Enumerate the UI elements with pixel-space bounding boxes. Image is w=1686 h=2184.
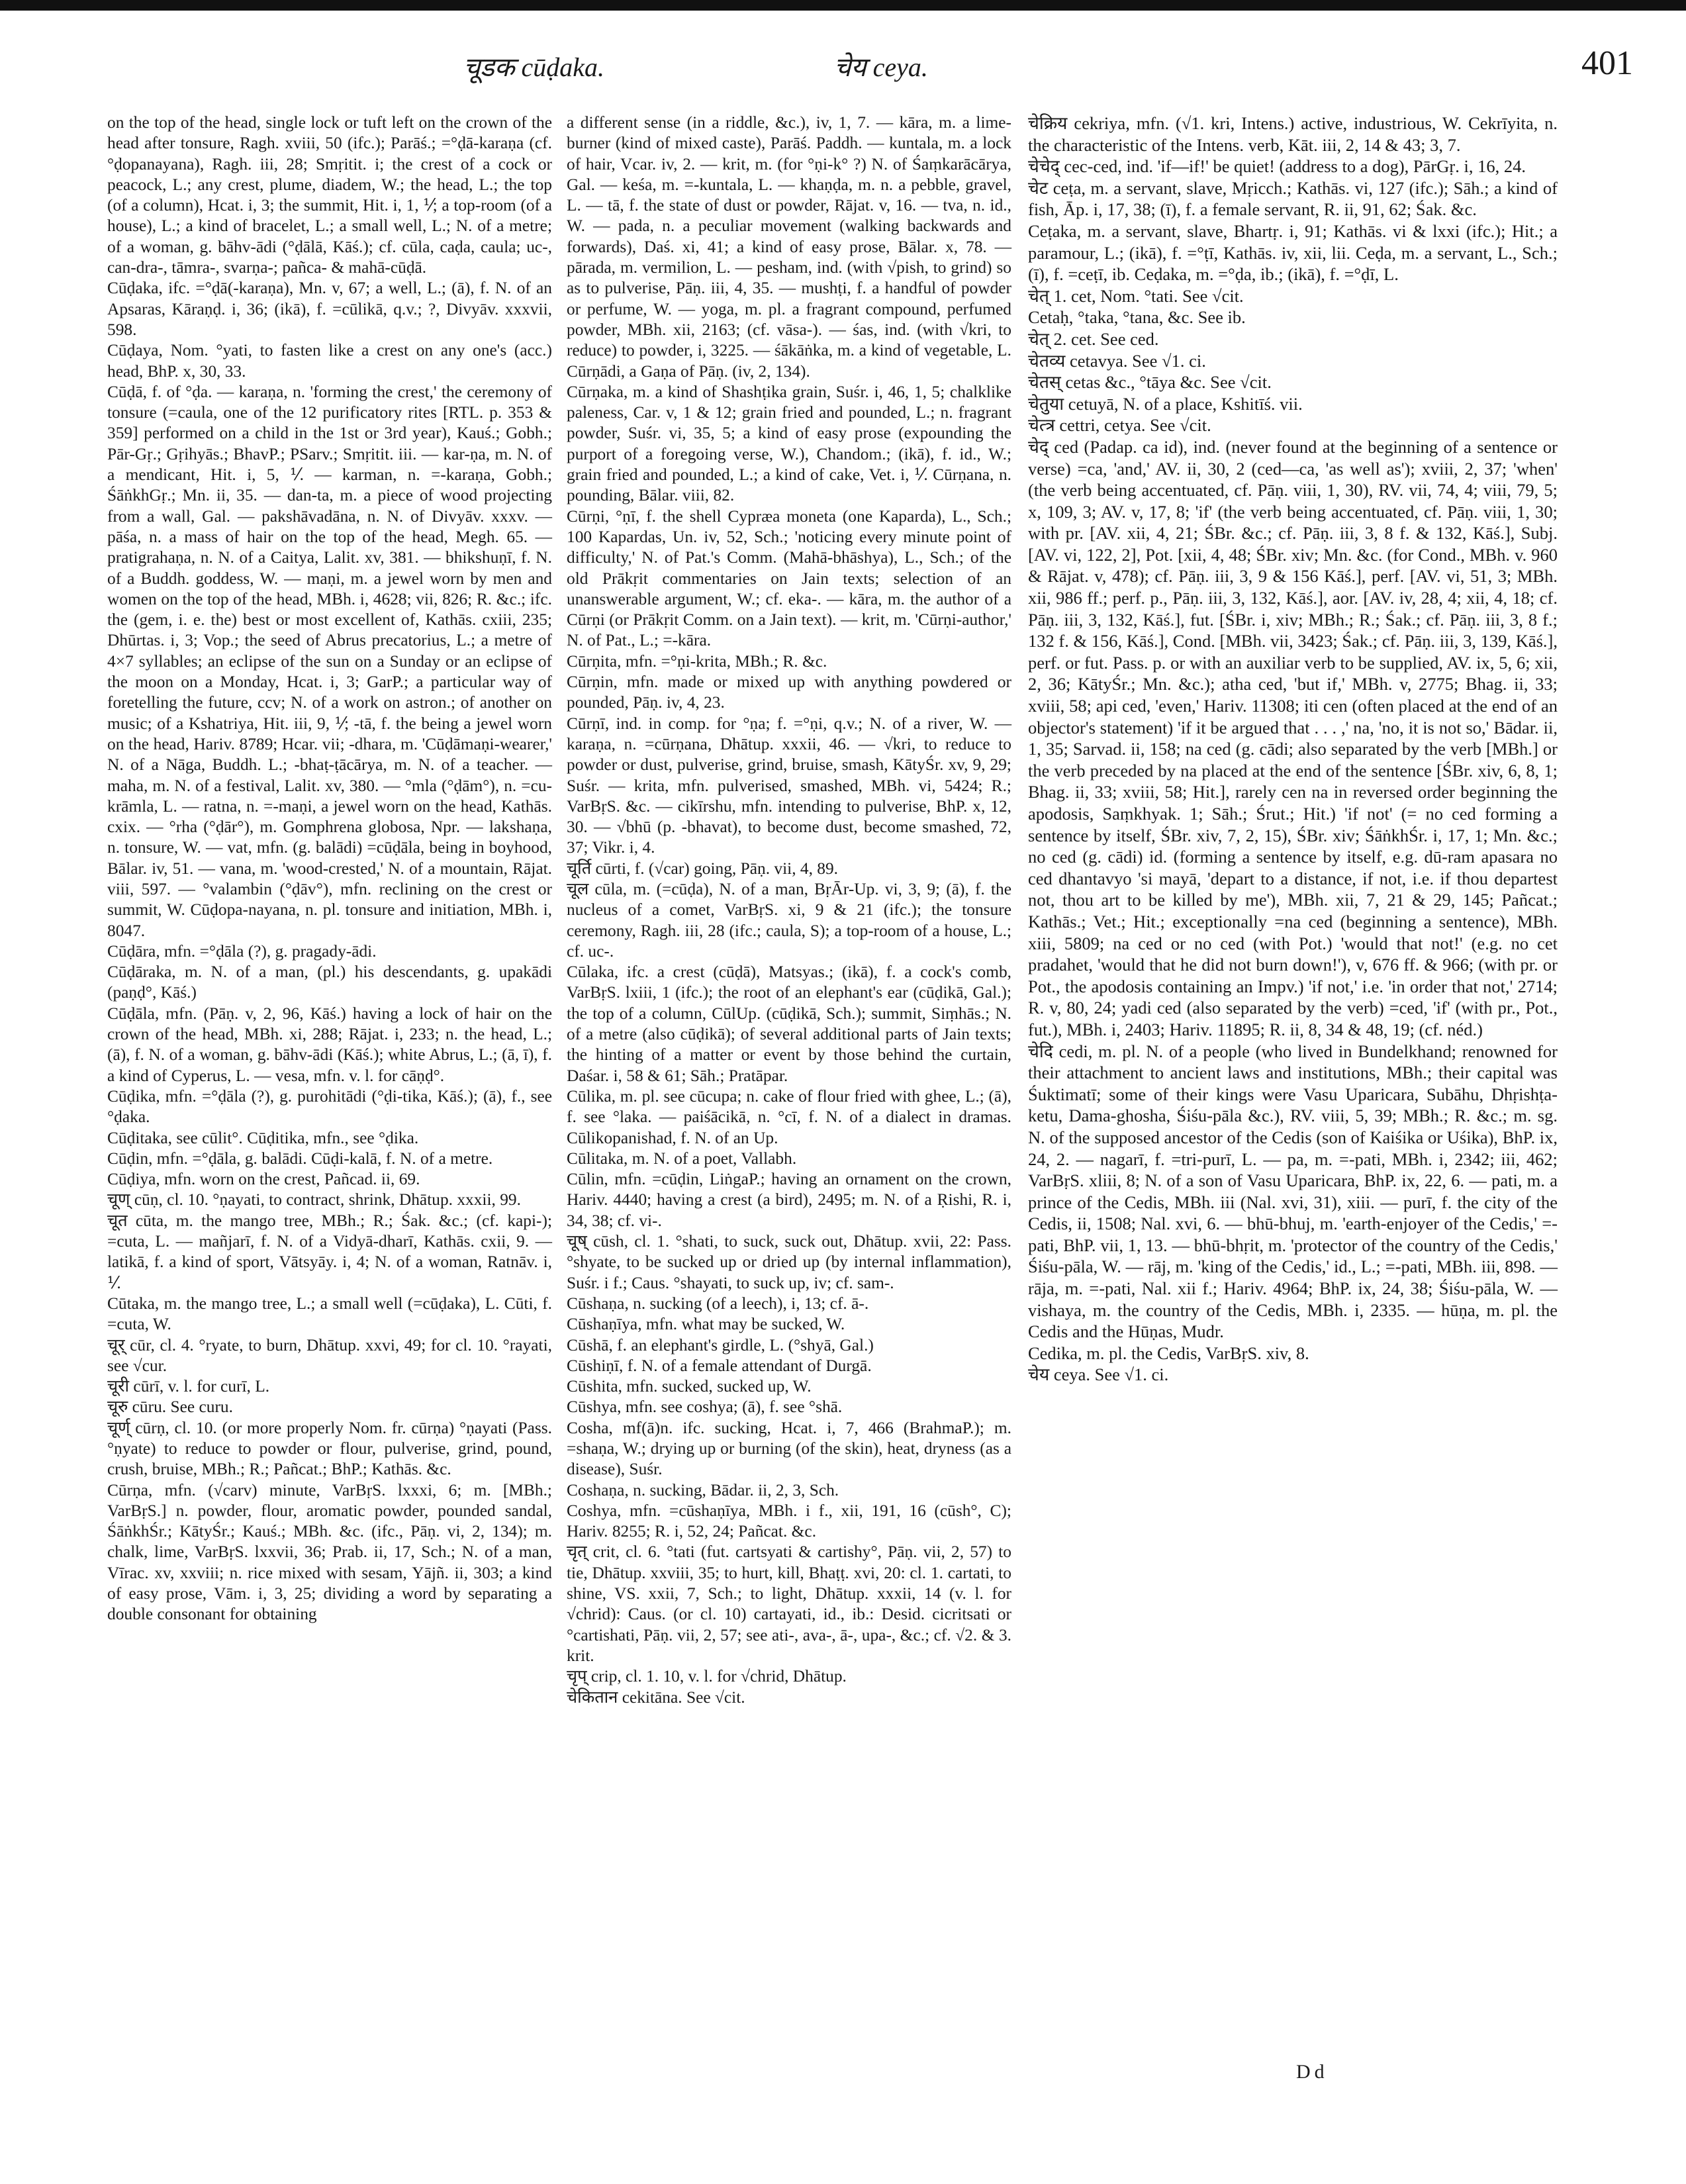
top-scan-edge xyxy=(0,0,1686,11)
running-head-center: चेय ceya. xyxy=(834,52,928,82)
running-head-left: चूडक cūḍaka. xyxy=(463,52,605,82)
signature-mark: Dd xyxy=(1296,2061,1329,2083)
middle-column xyxy=(567,113,1011,1708)
left-column xyxy=(107,113,552,1625)
page-number: 401 xyxy=(1581,44,1633,82)
middle-column-text: a different sense (in a riddle, &c.), iv, 1, 7. — kāra, m. a lime-burner (kind of mixed caste), Parāś. Paddh. — kuntala, m. a lock of hair, Vcar. iv, 2. — krit, m. (for °ṇi-k° ?) N. of Śaṃkarācārya, Gal. — keśa, m. =-kuntala, L. — khaṇḍa, m. n. a pebble, gravel, L. — tā, f. the state of dust or powder, Rājat. v, 16. — tva, n. id., W. — pada, n. a peculiar movement (walking backwards and forwards), Daś. xi, 41; a kind of easy prose, Bālar. x, 78. — pārada, m. vermilion, L. — pesham, ind. (with √pish, to grind) so as to pulverise, Pāṇ. iii, 4, 35. — mushṭi, f. a handful of powder or perfume, W. — yoga, m. pl. a fragrant compound, perfumed powder, MBh. xii, 2163; (cf. vāsa-). — śas, ind. (with √kri, to reduce) to powder, i, 3225. — śākāṅka, m. a kind of vegetable, L. Cūrṇādi, a Gaṇa of Pāṇ. (iv, 2, 134). Cūrṇaka, m. a kind of Shashṭika grain, Suśr. i, 46, 1, 5; chalklike paleness, Car. v, 1 & 12; grain fried and pounded, L.; n. fragrant powder, Suśr. vi, 35, 5; a kind of easy prose (expounding the purport of a foregoing verse, W.), Chandom.; (ikā), f. id., W.; grain fried and pounded, L.; a kind of cake, Vet. i, ⅟. Cūrṇana, n. pounding, Bālar. viii, 82. Cūrṇi, °ṇī, f. the shell Cypræa moneta (one Kaparda), L., Sch.; 100 Kapardas, Un. iv, 52, Sch.; 'noticing every minute point of difficulty,' N. of Pat.'s Comm. (Mahā-bhāshya), L., Sch.; of the old Prākṛit commentaries on Jain texts; selection of an unanswerable argument, W.; cf. eka-. — kāra, m. the author of a Cūrṇi (or Prākṛit Comm. on a Jain text). — krit, m. 'Cūrṇi-author,' N. of Pat., L.; =-kāra. Cūrṇita, mfn. =°ṇi-krita, MBh.; R. &c. Cūrṇin, mfn. made or mixed up with anything powdered or pounded, Pāṇ. iv, 4, 23. Cūrṇī, ind. in comp. for °ṇa; f. =°ṇi, q.v.; N. of a river, W. — karaṇa, n. =cūrṇana, Dhātup. xxxii, 46. — √kri, to reduce to powder or dust, pulverise, grind, bruise, smash, KātyŚr. xv, 9, 29; Suśr. — krita, mfn. pulverised, smashed, MBh. vi, 5424; R.; VarBṛS. &c. — cikīrshu, mfn. intending to pulverise, BhP. x, 12, 30. — √bhū (p. -bhavat), to become dust, become smashed, 72, 37; Vikr. i, 4. चूर्ति cūrti, f. (√car) going, Pāṇ. vii, 4, 89. चूल cūla, m. (=cūḍa), N. of a man, BṛĀr-Up. vi, 3, 9; (ā), f. the nucleus of a comet, VarBṛS. xi, 9 & 21 (ifc.); the tonsure ceremony, Ragh. iii, 28 (ifc.; caula, S); a top-room of a house, L.; cf. uc-. Cūlaka, ifc. a crest (cūḍā), Matsyas.; (ikā), f. a cock's comb, VarBṛS. lxiii, 1 (ifc.); the root of an elephant's ear (cūḍikā, Gal.); the top of a column, CūlUp. (cūḍikā, Sch.); summit, Siṃhās.; N. of a metre (also cūḍikā); of several additional parts of Jain texts; the hinting of a matter or event by those behind the curtain, Daśar. i, 58 & 61; Sāh.; Pratāpar. Cūlika, m. pl. see cūcupa; n. cake of flour fried with ghee, L.; (ā), f. see °laka. — paiśācikā, n. °cī, f. N. of a dialect in dramas. Cūlikopanishad, f. N. of an Up. Cūlitaka, m. N. of a poet, Vallabh. Cūlin, mfn. =cūḍin, LiṅgaP.; having an ornament on the crown, Hariv. 4440; having a crest (a bird), 2495; m. N. of a Ṛishi, R. i, 34, 38; cf. vi-. चूष् cūsh, cl. 1. °shati, to suck, suck out, Dhātup. xvii, 22: Pass. °shyate, to be sucked up or dried up (by internal inflammation), Suśr. i f.; Caus. °shayati, to suck up, iv; cf. sam-. Cūshaṇa, n. sucking (of a leech), i, 13; cf. ā-. Cūshaṇīya, mfn. what may be sucked, W. Cūshā, f. an elephant's girdle, L. (°shyā, Gal.) Cūshiṇī, f. N. of a female attendant of Durgā. Cūshita, mfn. sucked, sucked up, W. Cūshya, mfn. see coshya; (ā), f. see °shā. Cosha, mf(ā)n. ifc. sucking, Hcat. i, 7, 466 (BrahmaP.); m. =shaṇa, W.; drying up or burning (of the skin), heat, dryness (as a disease), Suśr. Coshaṇa, n. sucking, Bādar. ii, 2, 3, Sch. Coshya, mfn. =cūshaṇīya, MBh. i f., xii, 191, 16 (cūsh°, C); Hariv. 8255; R. i, 52, 24; Pañcat. &c. चृत् crit, cl. 6. °tati (fut. cartsyati & cartishy°, Pāṇ. vii, 2, 57) to tie, Dhātup. xxviii, 35; to hurt, kill, Bhaṭṭ. xvi, 20: cl. 1. cartati, to shine, VS. xxii, 7, Sch.; to light, Dhātup. xxxii, 14 (v. l. for √chrid): Caus. (or cl. 10) cartayati, id., ib.: Desid. cicritsati or °cartishati, Pāṇ. vii, 2, 57; see ati-, ava-, ā-, upa-, &c.; cf. √2. & 3. krit. चृप् crip, cl. 1. 10, v. l. for √chrid, Dhātup. चेकितान cekitāna. See √cit. xyxy=(567,113,1011,1707)
left-column-text: on the top of the head, single lock or tuft left on the crown of the head after tonsure, Ragh. xviii, 50 (ifc.); Parāś.; =°ḍā-karaṇa (cf. °ḍopanayana), Ragh. iii, 28; Smṛitit. i; the crest of a cock or peacock, L.; any crest, plume, diadem, W.; the head, L.; the top (of a column), Hcat. i, 3; the summit, Hit. i, 1, ⅟; a top-room (of a house), L.; a kind of bracelet, L.; a small well, L.; N. of a metre; of a woman, g. bāhv-ādi (°ḍālā, Kāś.); cf. cūla, caḍa, caula; uc-, can-dra-, tāmra-, svarṇa-; pañca- & mahā-cūḍā. Cūḍaka, ifc. =°ḍā(-karaṇa), Mn. v, 67; a well, L.; (ā), f. N. of an Apsaras, Kāraṇḍ. i, 36; (ikā), f. =cūlikā, q.v.; ?, Divyāv. xxxvii, 598. Cūḍaya, Nom. °yati, to fasten like a crest on any one's (acc.) head, BhP. x, 30, 33. Cūḍā, f. of °ḍa. — karaṇa, n. 'forming the crest,' the ceremony of tonsure (=caula, one of the 12 purificatory rites [RTL. p. 353 & 359] performed on a child in the 1st or 3rd year), Kauś.; Gobh.; Pār-Gṛ.; Gṛihyās.; BhavP.; PSarv.; Smṛitit. iii. — kar-ṇa, m. N. of a mendicant, Hit. i, 5, ⅟. — karman, n. =-karaṇa, Gobh.; ŚāṅkhGṛ.; Mn. ii, 35. — dan-ta, m. a piece of wood projecting from a wall, Gal. — pakshāvadāna, n. N. of Divyāv. xxxv. — pāśa, n. a mass of hair on the top of the head, Megh. 65. — pratigrahaṇa, n. N. of a Caitya, Lalit. xv, 381. — bhikshuṇī, f. N. of a Buddh. goddess, W. — maṇi, m. a jewel worn by men and women on the top of the head, MBh. i, 4628; vii, 826; R. &c.; ifc. the (gem, i. e. the) best or most excellent of, Kathās. cxiii, 235; Dhūrtas. i, 3; Vop.; the seed of Abrus precatorius, L.; a metre of 4×7 syllables; an eclipse of the sun on a Sunday or an eclipse of the moon on a Monday, Hcat. i, 3; GarP.; a particular way of foretelling the future, ccv; N. of a work on astron.; of another on music; of a Kshatriya, Hit. iii, 9, ⅟; -tā, f. the being a jewel worn on the head, Hariv. 8789; Hcar. vii; -dhara, m. 'Cūḍāmaṇi-wearer,' N. of a Nāga, Buddh. L.; -bhaṭ-ṭācārya, m. N. of a teacher. — maha, m. N. of a festival, Lalit. xv, 380. — °mla (°ḍām°), n. =cu-krāmla, L. — ratna, n. =-maṇi, a jewel worn on the head, Kathās. cxix. — °rha (°ḍār°), m. Gomphrena globosa, Npr. — lakshaṇa, n. tonsure, W. — vat, mfn. (g. balādi) =cūḍāla, being in boyhood, Bālar. iv, 51. — vana, m. 'wood-crested,' N. of a mountain, Rājat. viii, 597. — °valambin (°ḍāv°), mfn. reclining on the crest or summit, W. Cūḍopa-nayana, n. pl. tonsure and initiation, MBh. i, 8047. Cūḍāra, mfn. =°ḍāla (?), g. pragady-ādi. Cūḍāraka, m. N. of a man, (pl.) his descendants, g. upakādi (paṇḍ°, Kāś.) Cūḍāla, mfn. (Pāṇ. v, 2, 96, Kāś.) having a lock of hair on the crown of the head, MBh. xi, 288; Rājat. i, 233; n. the head, L.; (ā), f. N. of a woman, g. bāhv-ādi (Kāś.); white Abrus, L.; (ā, ī), f. a kind of Cyperus, L. — vesa, mfn. v. l. for cāṇḍ°. Cūḍika, mfn. =°ḍāla (?), g. purohitādi (°ḍi-tika, Kāś.); (ā), f., see °ḍaka. Cūḍitaka, see cūlit°. Cūḍitika, mfn., see °ḍika. Cūḍin, mfn. =°ḍāla, g. balādi. Cūḍi-kalā, f. N. of a metre. Cūḍiya, mfn. worn on the crest, Pañcad. ii, 69. चूण् cūṇ, cl. 10. °ṇayati, to contract, shrink, Dhātup. xxxii, 99. चूत cūta, m. the mango tree, MBh.; R.; Śak. &c.; (cf. kapi-); =cuta, L. — mañjarī, f. N. of a Vidyā-dharī, Kathās. cxii, 9. — latikā, f. a kind of sport, Vātsyāy. i, 4; N. of a woman, Ratnāv. i, ⅟. Cūtaka, m. the mango tree, L.; a small well (=cūḍaka), L. Cūti, f. =cuta, W. चूर् cūr, cl. 4. °ryate, to burn, Dhātup. xxvi, 49; for cl. 10. °rayati, see √cur. चूरी cūrī, v. l. for curī, L. चूरु cūru. See curu. चूर्ण् cūrṇ, cl. 10. (or more properly Nom. fr. cūrṇa) °ṇayati (Pass. °ṇyate) to reduce to powder or flour, pulverise, grind, pound, crush, bruise, MBh.; R.; Pañcat.; BhP.; Kathās. &c. Cūrṇa, mfn. (√carv) minute, VarBṛS. lxxxi, 6; m. [MBh.; VarBṛS.] n. powder, flour, aromatic powder, pounded sandal, ŚāṅkhŚr.; KātyŚr.; Kauś.; MBh. &c. (ifc., Pāṇ. vi, 2, 134); m. chalk, lime, VarBṛS. lxxvii, 36; Prab. ii, 17, Sch.; N. of a man, Vīrac. xv, xxviii; n. rice mixed with sesam, Yājñ. ii, 303; a kind of easy prose, Vām. i, 3, 25; dividing a word by separating a double consonant for obtaining xyxy=(107,113,552,1624)
right-column xyxy=(1028,113,1558,1386)
right-column-text: चेक्रिय cekriya, mfn. (√1. kri, Intens.) active, industrious, W. Cekrīyita, n. the characteristic of the Intens. verb, Kāt. iii, 2, 14 & 43; 3, 7. चेचेद् cec-ced, ind. 'if—if!' be quiet! (address to a dog), PārGṛ. i, 16, 24. चेट ceṭa, m. a servant, slave, Mṛicch.; Kathās. vi, 127 (ifc.); Sāh.; a kind of fish, Āp. i, 17, 38; (ī), f. a female servant, R. ii, 91, 62; Śak. &c. Ceṭaka, m. a servant, slave, Bhartṛ. i, 91; Kathās. vi & lxxi (ifc.); Hit.; a paramour, L.; (ikā), f. =°ṭī, Kathās. iv, xii, lii. Ceḍa, m. a servant, L., Sch.; (ī), f. =ceṭī, ib. Ceḍaka, m. =°ḍa, ib.; (ikā), f. =°ḍī, L. चेत् 1. cet, Nom. °tati. See √cit. Cetaḥ, °taka, °tana, &c. See ib. चेत् 2. cet. See ced. चेतव्य cetavya. See √1. ci. चेतस् cetas &c., °tāya &c. See √cit. चेतुया cetuyā, N. of a place, Kshitīś. vii. चेत्त्र cettri, cetya. See √cit. चेद् ced (Padap. ca id), ind. (never found at the beginning of a sentence or verse) =ca, 'and,' AV. ii, 30, 2 (ced—ca, 'as well as'); xviii, 2, 37; 'when' (the verb being accentuated, cf. Pāṇ. viii, 1, 30), RV. vii, 74, 4; viii, 79, 5; x, 109, 3; AV. v, 17, 8; 'if' (the verb being accentuated, cf. Pāṇ. viii, 1, 30; with pr. [AV. xii, 4, 21; ŚBr. &c.; cf. Pāṇ. iii, 3, 8 f. & 132, Kāś.], Subj. [AV. vi, 122, 2], Pot. [xii, 4, 48; ŚBr. xiv; Mn. &c. (for Cond., MBh. v. 960 & Rājat. v, 478); cf. Pāṇ. iii, 3, 9 & 156 Kāś.], perf. [AV. vi, 51, 3; MBh. xii, 986 ff.; perf. p., Pāṇ. iii, 3, 132, Kāś.], aor. [AV. iv, 28, 4; xii, 4, 18; cf. Pāṇ. iii, 3, 132, Kāś.], fut. [ŚBr. i, xiv; MBh.; R.; Śak.; cf. Pāṇ. iii, 3, 8 f.; 132 f. & 156, Kāś.], Cond. [MBh. vii, 3423; Śak.; cf. Pāṇ. iii, 3, 139, Kāś.], perf. or fut. Pass. p. or with an auxiliar verb to be supplied, AV. ix, 5, 6; xii, 2, 36; KātyŚr.; Mn. &c.); atha ced, 'but if,' MBh. v, 2775; Bhag. ii, 33; xviii, 58; api ced, 'even,' Hariv. 11308; iti cen (often placed at the end of an objector's statement) 'if it be argued that . . . ,' na, 'no, it is not so,' Bādar. ii, 1, 35; Sarvad. ii, 158; na ced (g. cādi; also separated by the verb [MBh.] or the verb preceded by na placed at the end of the sentence [ŚBr. xiv, 6, 8, 1; Bhag. ii, 33; xviii, 58; Hit.], rarely cen na in reversed order beginning the apodosis, Saṃkhyak. 1; Sāh.; Śrut.; Hit.) 'if not' (= no ced forming a sentence by itself, ŚBr. xiv, 7, 2, 15), ŚBr. xiv; ŚāṅkhŚr. i, 17, 1; Mn. &c.; no ced (g. cādi) id. (forming a sentence by itself, e.g. dū-ram apasara no ced dhantavyo 'si mayā, 'depart to a distance, if not, i.e. if thou departest not, thou art to be killed by me'), MBh. xii, 7, 21 & 29, 145; Pañcat.; Kathās.; Vet.; Hit.; exceptionally =na ced (beginning a sentence), MBh. xiii, 5809; na ced or no ced (with Pot.) 'would that not!' (e.g. no cet pradahet, 'would that he did not burn down!'), v, 676 ff. & 966; (with pr. or Pot., the apodosis containing an Impv.) 'if not,' i.e. 'in order that not,' 2714; R. v, 80, 24; yadi ced (also separated by the verb) =ced, 'if' (with pr., Pot., fut.), MBh. i, 2403; Hariv. 11895; R. ii, 8, 34 & 48, 19; (cf. néd.) चेदि cedi, m. pl. N. of a people (who lived in Bundelkhand; renowned for their attachment to ancient laws and institutions, MBh.; their capital was Śuktimatī; some of their kings were Vasu Uparicara, Subāhu, Dhṛishṭa-ketu, Dama-ghosha, Śiśu-pāla &c.), RV. viii, 5, 39; MBh.; R. &c.; m. sg. N. of the supposed ancestor of the Cedis (son of Kaiśika or Uśika), BhP. ix, 24, 2. — nagarī, f. =tri-purī, L. — pa, m. =-pati, MBh. i, 2342; iii, 462; VarBṛS. xliii, 8; N. of a son of Vasu Uparicara, BhP. ix, 22, 6. — pati, m. a prince of the Cedis, MBh. iii (Nal. xvi, 31), xiii. — purī, f. the city of the Cedis, ii, 1508; Nal. xvi, 6. — bhū-bhuj, m. 'earth-enjoyer of the Cedis,' =-pati, BhP. vii, 1, 13. — bhū-bhṛit, m. 'protector of the country of the Cedis,' Śiśu-pāla, W. — rāj, m. 'king of the Cedis,' id., L.; =-pati, MBh. iii, 898. — rāja, m. =-pati, Nal. xii f.; Hariv. 4964; BhP. ix, 24, 38; Śiśu-pāla, W. — vishaya, m. the country of the Cedis, MBh. i, 2335. — hūṇa, m. pl. the Cedis and the Hūṇas, Mudr. Cedika, m. pl. the Cedis, VarBṛS. xiv, 8. चेय ceya. See √1. ci. xyxy=(1028,113,1558,1385)
